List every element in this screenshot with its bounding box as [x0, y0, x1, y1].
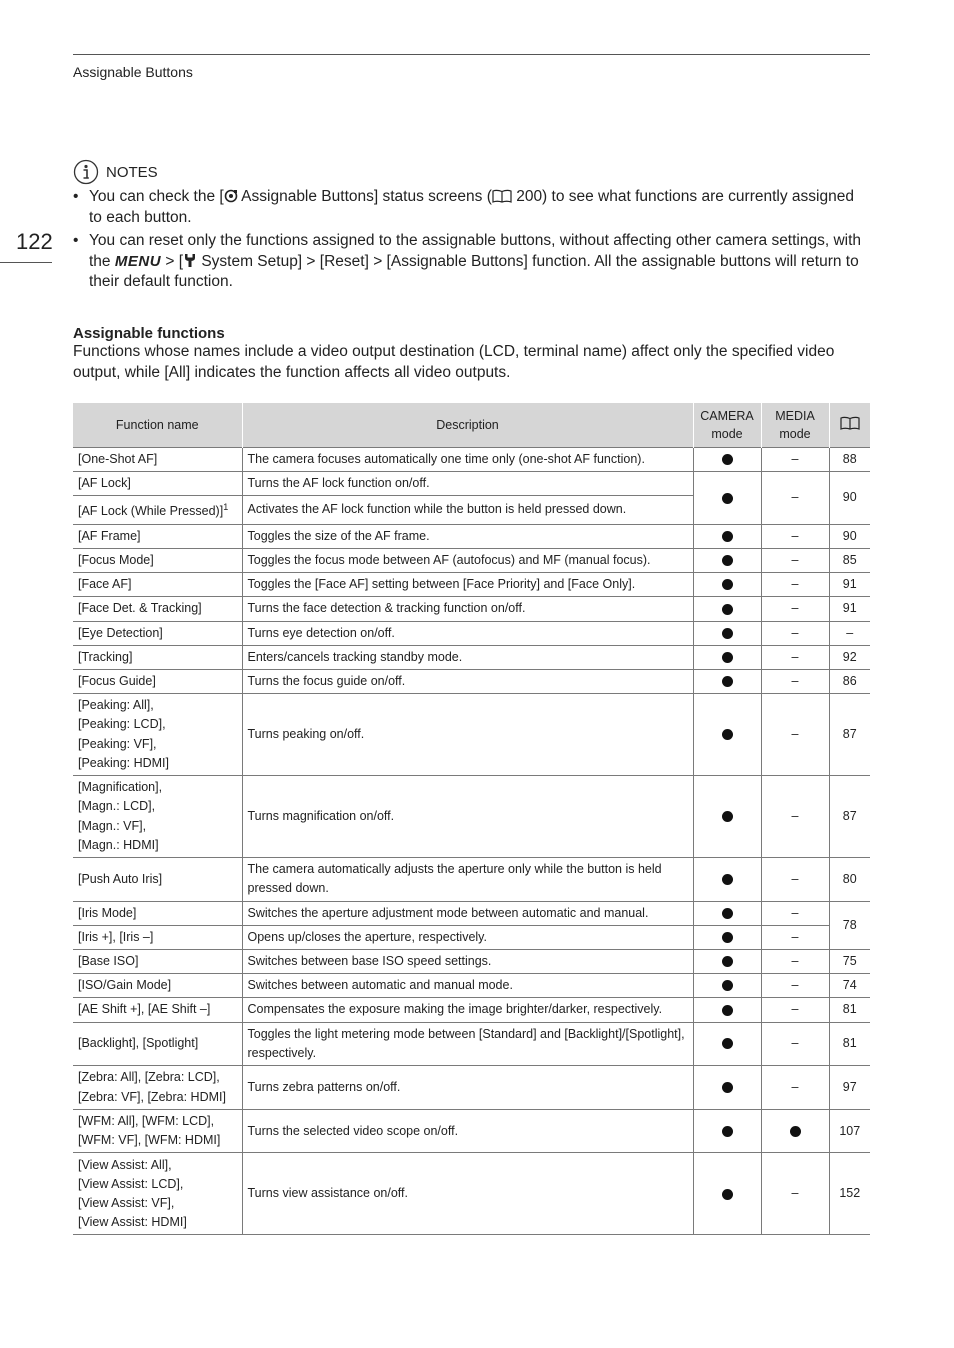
description-cell: Turns the selected video scope on/off. — [242, 1110, 693, 1153]
function-name: [Focus Guide] — [78, 673, 156, 688]
media-mode-cell: – — [761, 1022, 829, 1065]
supported-dot — [722, 676, 733, 687]
function-name: [AF Lock] — [78, 476, 131, 491]
function-name: [Zebra: All], [Zebra: LCD], — [78, 1070, 220, 1085]
camera-mode-cell — [693, 472, 761, 525]
supported-dot — [722, 628, 733, 639]
function-name: [Peaking: HDMI] — [78, 755, 170, 770]
page-ref-cell: 88 — [829, 448, 870, 472]
description-cell: Switches the aperture adjustment mode between automatic and manual. — [242, 901, 693, 925]
header-page-ref — [829, 403, 870, 448]
function-name: [Peaking: LCD], — [78, 717, 166, 732]
wrench-icon — [183, 253, 197, 268]
function-name-cell — [73, 858, 242, 901]
supported-dot — [722, 1082, 733, 1093]
function-name-cell — [73, 694, 242, 776]
bullet: • — [73, 232, 79, 249]
section-title: Assignable functions — [73, 325, 225, 342]
supported-dot — [722, 454, 733, 465]
supported-dot — [790, 1126, 801, 1137]
menu-label: MENU — [114, 252, 162, 270]
function-name-cell — [73, 950, 242, 974]
camera-mode-cell — [693, 776, 761, 858]
function-name-cell — [73, 524, 242, 548]
camera-mode-cell — [693, 925, 761, 949]
book-icon — [840, 416, 860, 430]
table-row — [73, 472, 870, 496]
function-name-cell — [73, 1153, 242, 1235]
page-ref-cell: 85 — [829, 548, 870, 572]
page-ref-cell: 87 — [829, 776, 870, 858]
description-cell: The camera focuses automatically one time only (one-shot AF function). — [242, 448, 693, 472]
page-ref-cell: 75 — [829, 950, 870, 974]
function-name: [Magn.: LCD], — [78, 799, 156, 814]
supported-dot — [722, 1005, 733, 1016]
function-name-cell — [73, 573, 242, 597]
function-name-cell — [73, 998, 242, 1022]
table-row — [73, 776, 870, 858]
supported-dot — [722, 604, 733, 615]
note-item — [73, 187, 870, 228]
notes-list — [73, 187, 870, 296]
function-name: [Peaking: VF], — [78, 736, 157, 751]
camera-mode-cell — [693, 548, 761, 572]
camera-settings-icon — [224, 189, 238, 203]
function-name: [View Assist: All], — [78, 1157, 172, 1172]
camera-mode-cell — [693, 950, 761, 974]
function-name-cell — [73, 448, 242, 472]
supported-dot — [722, 1189, 733, 1200]
function-name: [Eye Detection] — [78, 625, 163, 640]
function-name-cell — [73, 496, 242, 524]
function-name: [WFM: All], [WFM: LCD], — [78, 1114, 215, 1129]
notes-heading-label: NOTES — [106, 163, 158, 181]
description-cell: Opens up/closes the aperture, respectively. — [242, 925, 693, 949]
description-cell: Switches between base ISO speed settings. — [242, 950, 693, 974]
note-text: > [ — [161, 252, 184, 270]
function-name: [Focus Mode] — [78, 552, 154, 567]
table-row — [73, 1022, 870, 1065]
camera-mode-cell — [693, 621, 761, 645]
description-cell: Toggles the focus mode between AF (autofocus) and MF (manual focus). — [242, 548, 693, 572]
table-row — [73, 901, 870, 925]
function-name: [View Assist: HDMI] — [78, 1215, 187, 1230]
table-row — [73, 548, 870, 572]
supported-dot — [722, 493, 733, 504]
media-mode-cell: – — [761, 621, 829, 645]
function-name-cell — [73, 974, 242, 998]
media-mode-cell: – — [761, 694, 829, 776]
media-mode-cell — [761, 1110, 829, 1153]
header-media-mode — [761, 403, 829, 448]
table-row — [73, 621, 870, 645]
page-ref-cell: 90 — [829, 524, 870, 548]
supported-dot — [722, 811, 733, 822]
camera-mode-cell — [693, 974, 761, 998]
supported-dot — [722, 1126, 733, 1137]
table-row — [73, 573, 870, 597]
note-text: 200) to see what functions are currently assigned to each button. — [89, 188, 854, 226]
camera-mode-cell — [693, 669, 761, 693]
function-name: [Tracking] — [78, 649, 133, 664]
supported-dot — [722, 908, 733, 919]
supported-dot — [722, 980, 733, 991]
description-cell: Toggles the [Face AF] setting between [Face Priority] and [Face Only]. — [242, 573, 693, 597]
page-ref-cell: 152 — [829, 1153, 870, 1235]
camera-mode-cell — [693, 645, 761, 669]
description-cell: Turns peaking on/off. — [242, 694, 693, 776]
function-name-cell — [73, 1066, 242, 1110]
function-name: [Face AF] — [78, 577, 132, 592]
page-number: 122 — [16, 229, 53, 254]
note-text: System Setup] > [Reset] > [Assignable Buttons] function. All the assignable buttons will return to their default function. — [89, 252, 859, 290]
info-icon — [73, 159, 99, 185]
media-mode-cell: – — [761, 669, 829, 693]
page-ref-cell: 78 — [829, 901, 870, 949]
notes-heading — [73, 159, 158, 185]
camera-mode-cell — [693, 573, 761, 597]
function-name: [View Assist: LCD], — [78, 1176, 184, 1191]
media-mode-cell: – — [761, 950, 829, 974]
functions-table — [73, 403, 870, 1235]
function-name — [78, 498, 237, 521]
function-name-cell — [73, 645, 242, 669]
function-name-cell — [73, 621, 242, 645]
camera-mode-cell — [693, 998, 761, 1022]
camera-mode-cell — [693, 1153, 761, 1235]
footnote-marker: 1 — [223, 502, 229, 513]
function-name-cell — [73, 1022, 242, 1065]
function-name: [Base ISO] — [78, 954, 139, 968]
description-cell: Compensates the exposure making the image brighter/darker, respectively. — [242, 998, 693, 1022]
table-row — [73, 645, 870, 669]
description-cell: Switches between automatic and manual mode. — [242, 974, 693, 998]
function-name: [AF Frame] — [78, 528, 141, 543]
table-row — [73, 974, 870, 998]
function-name: [Magn.: HDMI] — [78, 837, 159, 852]
camera-mode-cell — [693, 1066, 761, 1110]
header-media-line2: mode — [779, 427, 811, 441]
camera-mode-cell — [693, 694, 761, 776]
function-name: [Magnification], — [78, 780, 163, 795]
header-description: Description — [242, 403, 693, 448]
media-mode-cell: – — [761, 573, 829, 597]
media-mode-cell: – — [761, 974, 829, 998]
header-camera-line2: mode — [711, 427, 743, 441]
header-rule — [73, 54, 870, 55]
page-ref-cell: 107 — [829, 1110, 870, 1153]
media-mode-cell: – — [761, 901, 829, 925]
section-body: Functions whose names include a video output destination (LCD, terminal name) affect only the specified video output, while [All] indicates the function affects all video outputs. — [73, 343, 835, 381]
function-name-cell — [73, 669, 242, 693]
function-name: [Magn.: VF], — [78, 818, 147, 833]
media-mode-cell: – — [761, 925, 829, 949]
table-row — [73, 669, 870, 693]
supported-dot — [722, 531, 733, 542]
description-cell: Toggles the size of the AF frame. — [242, 524, 693, 548]
media-mode-cell: – — [761, 597, 829, 621]
note-text: You can check the [ — [89, 188, 224, 205]
page-ref-cell: 81 — [829, 1022, 870, 1065]
function-name: [One-Shot AF] — [78, 452, 158, 466]
supported-dot — [722, 652, 733, 663]
page-ref-cell: 91 — [829, 597, 870, 621]
table-row — [73, 950, 870, 974]
description-cell: Turns the AF lock function on/off. — [242, 472, 693, 496]
page-ref-cell: 97 — [829, 1066, 870, 1110]
page-ref-cell: 74 — [829, 974, 870, 998]
note-text: Assignable Buttons] status screens ( — [237, 188, 492, 205]
media-mode-cell: – — [761, 776, 829, 858]
table-row — [73, 1066, 870, 1110]
page-ref-cell: 80 — [829, 858, 870, 901]
function-name-cell — [73, 776, 242, 858]
header-camera-line1: CAMERA — [700, 409, 754, 423]
media-mode-cell: – — [761, 448, 829, 472]
function-name: [WFM: VF], [WFM: HDMI] — [78, 1133, 221, 1148]
function-name: [View Assist: VF], — [78, 1195, 175, 1210]
description-cell: Activates the AF lock function while the button is held pressed down. — [242, 496, 693, 524]
note-text: You can reset only the functions assigned to the assignable buttons, without affecting other camera settings, with the — [89, 232, 862, 270]
note-item — [73, 231, 870, 293]
function-name: [Zebra: VF], [Zebra: HDMI] — [78, 1089, 226, 1104]
page-ref-cell: 91 — [829, 573, 870, 597]
page-ref-cell: 86 — [829, 669, 870, 693]
supported-dot — [722, 874, 733, 885]
table-row — [73, 448, 870, 472]
table-row — [73, 694, 870, 776]
camera-mode-cell — [693, 1110, 761, 1153]
function-name-text: [AF Lock (While Pressed)] — [78, 504, 224, 519]
description-cell: Turns view assistance on/off. — [242, 1153, 693, 1235]
camera-mode-cell — [693, 524, 761, 548]
media-mode-cell: – — [761, 858, 829, 901]
function-name: [Backlight], [Spotlight] — [78, 1036, 199, 1051]
header-function-name: Function name — [73, 403, 242, 448]
page-ref-cell: 87 — [829, 694, 870, 776]
supported-dot — [722, 555, 733, 566]
function-name: [Iris +], [Iris –] — [78, 929, 154, 944]
media-mode-cell: – — [761, 472, 829, 525]
media-mode-cell: – — [761, 998, 829, 1022]
page-ref-cell: – — [829, 621, 870, 645]
running-title: Assignable Buttons — [73, 64, 193, 80]
function-name: [Peaking: All], — [78, 698, 154, 713]
page-ref-cell: 92 — [829, 645, 870, 669]
media-mode-cell: – — [761, 524, 829, 548]
description-cell: The camera automatically adjusts the aperture only while the button is held pressed down. — [242, 858, 693, 901]
function-name-cell — [73, 901, 242, 925]
header-camera-mode — [693, 403, 761, 448]
supported-dot — [722, 729, 733, 740]
function-name: [Push Auto Iris] — [78, 871, 163, 886]
page-ref-cell: 81 — [829, 998, 870, 1022]
description-cell: Turns zebra patterns on/off. — [242, 1066, 693, 1110]
description-cell: Turns the face detection & tracking function on/off. — [242, 597, 693, 621]
media-mode-cell: – — [761, 548, 829, 572]
camera-mode-cell — [693, 858, 761, 901]
table-row — [73, 524, 870, 548]
page-number-rule — [0, 262, 52, 263]
media-mode-cell: – — [761, 645, 829, 669]
book-icon — [492, 189, 512, 203]
function-name-cell — [73, 472, 242, 496]
camera-mode-cell — [693, 448, 761, 472]
description-cell: Turns magnification on/off. — [242, 776, 693, 858]
table-row — [73, 858, 870, 901]
function-name-cell — [73, 597, 242, 621]
function-name: [Face Det. & Tracking] — [78, 601, 202, 616]
function-name: [Iris Mode] — [78, 905, 137, 920]
description-cell: Turns eye detection on/off. — [242, 621, 693, 645]
function-name: [AE Shift +], [AE Shift –] — [78, 1002, 211, 1017]
supported-dot — [722, 1038, 733, 1049]
camera-mode-cell — [693, 597, 761, 621]
description-cell: Toggles the light metering mode between [Standard] and [Backlight]/[Spotlight], respectively. — [242, 1022, 693, 1065]
description-cell: Enters/cancels tracking standby mode. — [242, 645, 693, 669]
function-name-cell — [73, 548, 242, 572]
media-mode-cell: – — [761, 1153, 829, 1235]
supported-dot — [722, 932, 733, 943]
header-media-line1: MEDIA — [775, 409, 815, 423]
description-cell: Turns the focus guide on/off. — [242, 669, 693, 693]
supported-dot — [722, 956, 733, 967]
table-row — [73, 597, 870, 621]
function-name-cell — [73, 1110, 242, 1153]
camera-mode-cell — [693, 1022, 761, 1065]
supported-dot — [722, 579, 733, 590]
bullet: • — [73, 188, 79, 205]
table-row — [73, 1153, 870, 1235]
table-body — [73, 448, 870, 1235]
table-header-row — [73, 403, 870, 448]
table-row — [73, 925, 870, 949]
page-ref-cell: 90 — [829, 472, 870, 525]
camera-mode-cell — [693, 901, 761, 925]
function-name-cell — [73, 925, 242, 949]
media-mode-cell: – — [761, 1066, 829, 1110]
function-name: [ISO/Gain Mode] — [78, 978, 172, 993]
table-row — [73, 998, 870, 1022]
table-row — [73, 1110, 870, 1153]
